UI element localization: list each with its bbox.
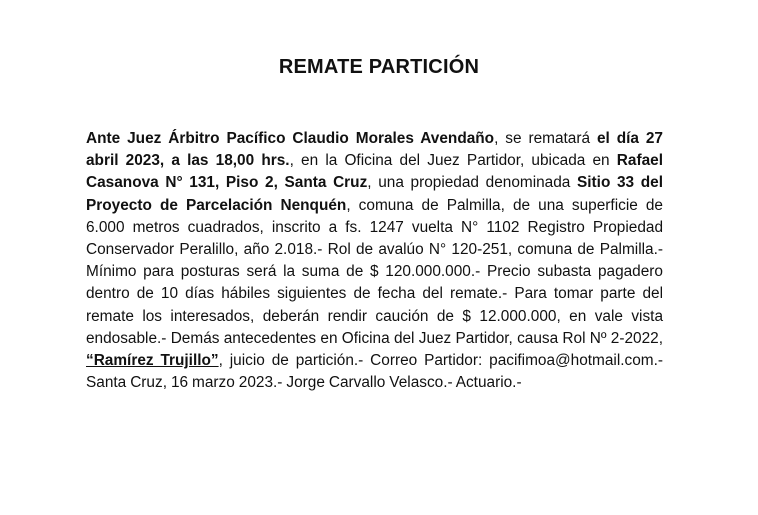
body-text-segment: , se rematará — [494, 130, 597, 147]
case-name: “Ramírez Trujillo” — [86, 352, 219, 370]
body-text-segment: , en la Oficina del Juez Partidor, ubicada en — [289, 152, 617, 170]
body-text-segment: , comuna de Palmilla, de una superficie de 6.000 metros cuadrados, inscrito a fs. 1247 vuelta N° 1102 Registro Propiedad Conservador Peralillo, año 2.018.- Rol de avalúo N° 120-251, comuna de Palmilla.- Mínimo para posturas será la suma de $ 120.000.000.- Precio subasta pagadero dentro de 10 días hábiles siguientes de fecha del remate.- Para tomar parte del remate los interesados, deberán rendir caución de $ 12.000.000, en vale vista endosable.- Demás antecedentes en Oficina del Juez Partidor, causa Rol Nº 2-2022, — [86, 196, 663, 347]
body-text-segment: , una propiedad denominada — [367, 174, 577, 192]
property-name: Sitio 33 del Proyecto de Parcelación Nenquén — [86, 174, 663, 214]
office-address: Rafael Casanova N° 131, Piso 2, Santa Cruz — [86, 152, 663, 192]
body-text-segment: , juicio de partición.- Correo Partidor: pacifimoa@hotmail.com.- Santa Cruz, 16 marzo 2023.- Jorge Carvallo Velasco.- Actuario.- — [86, 352, 663, 392]
document-body — [86, 128, 663, 394]
auction-date: el día 27 abril 2023, a las 18,00 hrs. — [86, 130, 663, 170]
judge-name: Ante Juez Árbitro Pacífico Claudio Morales Avendaño — [86, 130, 495, 147]
document-title: REMATE PARTICIÓN — [278, 56, 480, 78]
